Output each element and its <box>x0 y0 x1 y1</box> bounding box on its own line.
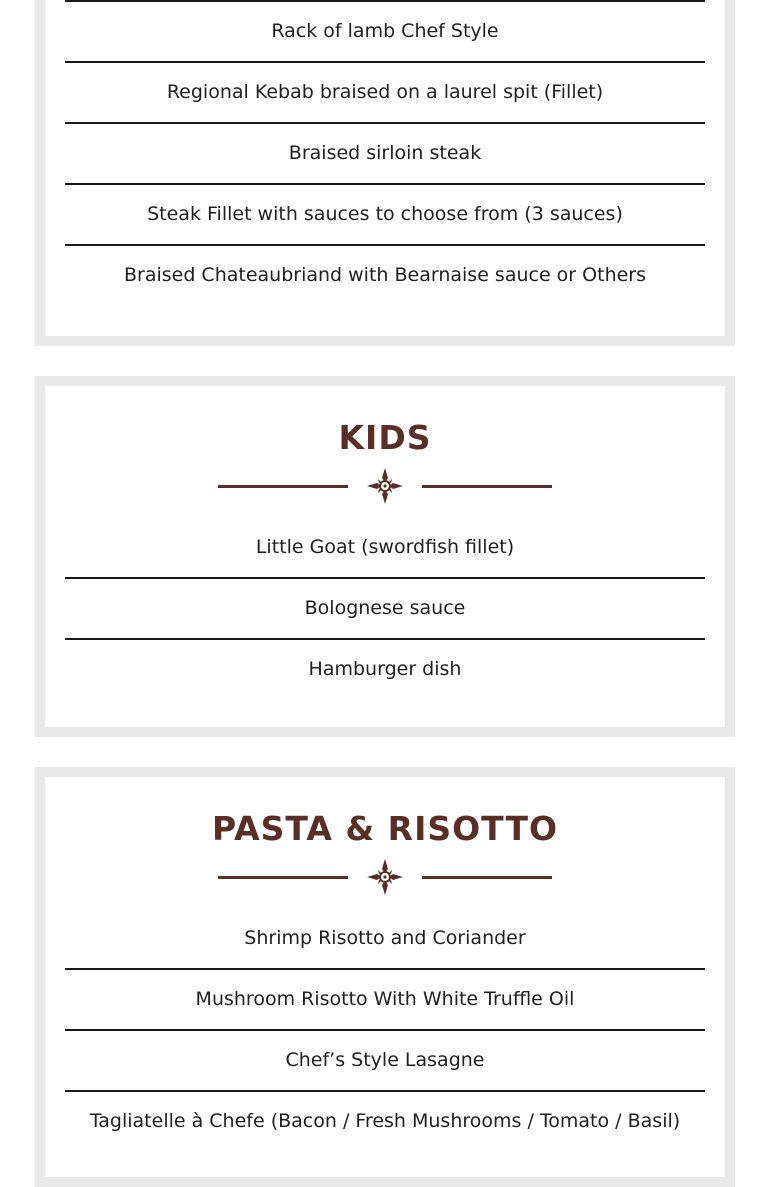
divider-line-right <box>422 876 552 879</box>
menu-item-list <box>65 518 705 699</box>
divider-line-left <box>218 485 348 488</box>
section-title: PASTA & RISOTTO <box>211 809 559 848</box>
menu-item: Mushroom Risotto With White Truffle Oil <box>65 970 705 1031</box>
menu-section-body <box>45 777 725 1177</box>
divider-line-right <box>422 485 552 488</box>
menu-item: Steak Fillet with sauces to choose from (3 sauces) <box>65 185 705 246</box>
menu-section-meats <box>35 0 735 346</box>
menu-item: Rack of lamb Chef Style <box>65 0 705 63</box>
divider-line-left <box>218 876 348 879</box>
menu-item: Shrimp Risotto and Coriander <box>65 909 705 970</box>
section-title: KIDS <box>338 418 432 457</box>
menu-section-pasta-risotto <box>35 767 735 1187</box>
menu-item-list <box>65 0 705 305</box>
menu-item: Chef’s Style Lasagne <box>65 1031 705 1092</box>
menu-section-kids <box>35 376 735 737</box>
menu-item: Braised Chateaubriand with Bearnaise sauce or Others <box>123 264 647 286</box>
section-divider-ornament <box>65 464 705 508</box>
menu-item: Tagliatelle à Chefe (Bacon / Fresh Mushrooms / Tomato / Basil) <box>89 1110 681 1132</box>
menu-section-body <box>45 386 725 727</box>
menu-item: Braised sirloin steak <box>65 124 705 185</box>
menu-item-list <box>65 909 705 1151</box>
menu-section-body <box>45 0 725 336</box>
menu-item: Hamburger dish <box>308 658 462 680</box>
menu-item: Bolognese sauce <box>65 579 705 640</box>
fleur-ornament-icon <box>348 464 422 508</box>
section-divider-ornament <box>65 855 705 899</box>
menu-item: Little Goat (swordfish fillet) <box>65 518 705 579</box>
menu-item: Regional Kebab braised on a laurel spit (Fillet) <box>65 63 705 124</box>
fleur-ornament-icon <box>348 855 422 899</box>
